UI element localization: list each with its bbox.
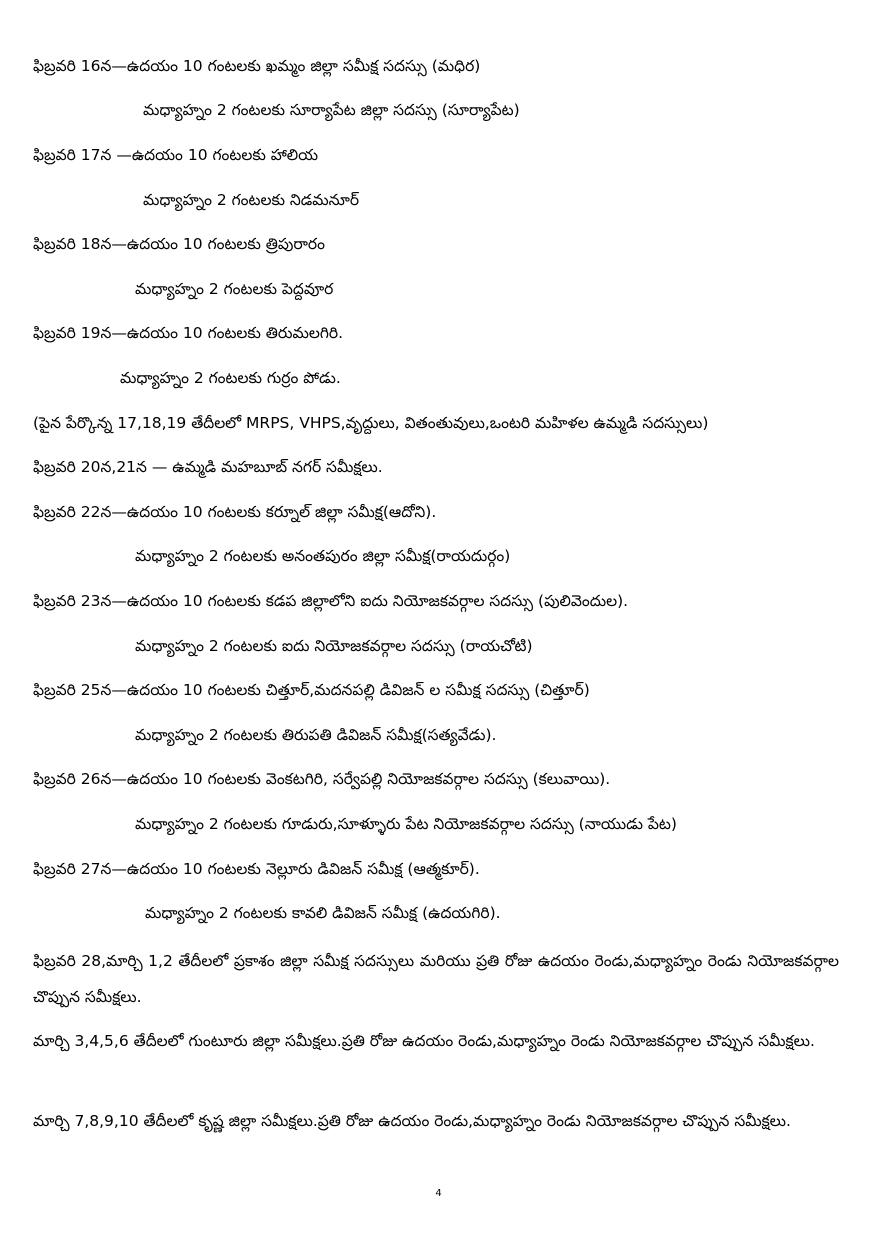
- schedule-line-feb27-morning: ఫిబ్రవరి 27న—ఉదయం 10 గంటలకు నెల్లూరు డివిజన్ సమీక్ష (ఆత్మకూర్).: [33, 860, 480, 878]
- paragraph-krishna: మార్చి 7,8,9,10 తేదీలలో కృష్ణ జిల్లా సమీక్షలు.ప్రతి రోజు ఉదయం రెండు,మధ్యాహ్నం రెండు నియోజకవర్గాల చొప్పున సమీక్షలు.: [33, 1112, 791, 1130]
- schedule-line-feb19-afternoon: మధ్యాహ్నం 2 గంటలకు గుర్రం పోడు.: [120, 369, 341, 387]
- schedule-line-feb25-morning: ఫిబ్రవరి 25న—ఉదయం 10 గంటలకు చిత్తూర్,మదనపల్లి డివిజన్ ల సమీక్ష సదస్సు (చిత్తూర్): [33, 681, 590, 699]
- schedule-line-feb27-afternoon: మధ్యాహ్నం 2 గంటలకు కావలి డివిజన్ సమీక్ష (ఉదయగిరి).: [145, 904, 501, 922]
- schedule-line-feb16-afternoon: మధ్యాహ్నం 2 గంటలకు సూర్యాపేట జిల్లా సదస్సు (సూర్యాపేట): [143, 101, 520, 119]
- schedule-line-feb25-afternoon: మధ్యాహ్నం 2 గంటలకు తిరుపతి డివిజన్ సమీక్ష(సత్యవేడు).: [135, 726, 497, 744]
- schedule-line-feb23-morning: ఫిబ్రవరి 23న—ఉదయం 10 గంటలకు కడప జిల్లాలోని ఐదు నియోజకవర్గాల సదస్సు (పులివెందుల).: [33, 592, 629, 610]
- schedule-line-feb18-afternoon: మధ్యాహ్నం 2 గంటలకు పెద్దవూర: [135, 280, 334, 298]
- schedule-line-feb17-morning: ఫిబ్రవరి 17న —ఉదయం 10 గంటలకు హాలియ: [33, 146, 319, 164]
- schedule-line-feb23-afternoon: మధ్యాహ్నం 2 గంటలకు ఐదు నియోజకవర్గాల సదస్సు (రాయచోటి): [135, 637, 533, 655]
- paragraph-guntur: మార్చి 3,4,5,6 తేదీలలో గుంటూరు జిల్లా సమీక్షలు.ప్రతి రోజు ఉదయం రెండు,మధ్యాహ్నం రెండు నియోజకవర్గాల చొప్పున సమీక్షలు.: [33, 1032, 815, 1050]
- schedule-line-feb16-morning: ఫిబ్రవరి 16న—ఉదయం 10 గంటలకు ఖమ్మం జిల్లా సమీక్ష సదస్సు (మధిర): [33, 57, 481, 75]
- schedule-line-feb22-morning: ఫిబ్రవరి 22న—ఉదయం 10 గంటలకు కర్నూల్ జిల్లా సమీక్ష(ఆదోని).: [33, 503, 437, 521]
- schedule-line-feb17-afternoon: మధ్యాహ్నం 2 గంటలకు నిడమనూర్: [143, 191, 360, 209]
- paragraph-prakasam: ఫిబ్రవరి 28,మార్చి 1,2 తేదీలలో ప్రకాశం జిల్లా సమీక్ష సదస్సులు మరియు ప్రతి రోజు ఉదయం రెండు,మధ్యాహ్నం రెండు నియోజకవర్గాల చొప్పున సమీక్షలు.: [33, 952, 839, 1006]
- schedule-line-feb18-morning: ఫిబ్రవరి 18న—ఉదయం 10 గంటలకు త్రిపురారం: [33, 235, 325, 253]
- schedule-line-feb22-afternoon: మధ్యాహ్నం 2 గంటలకు అనంతపురం జిల్లా సమీక్ష(రాయదుర్గం): [135, 547, 511, 565]
- schedule-line-feb26-morning: ఫిబ్రవరి 26న—ఉదయం 10 గంటలకు వెంకటగిరి, సర్వేపల్లి నియోజకవర్గాల సదస్సు (కలువాయి).: [33, 770, 611, 788]
- page-number: 4: [435, 1188, 442, 1199]
- schedule-line-feb19-morning: ఫిబ్రవరి 19న—ఉదయం 10 గంటలకు తిరుమలగిరి.: [33, 324, 344, 342]
- schedule-line-feb20-21: ఫిబ్రవరి 20న,21న — ఉమ్మడి మహబూబ్ నగర్ సమీక్షలు.: [33, 458, 383, 476]
- schedule-note-line: (పైన పేర్కొన్న 17,18,19 తేదీలలో MRPS, VHPS,వృద్దులు, వితంతువులు,ఒంటరి మహిళల ఉమ్మడి సదస్సులు): [33, 414, 709, 432]
- schedule-line-feb26-afternoon: మధ్యాహ్నం 2 గంటలకు గూడురు,సూళ్ళూరు పేట నియోజకవర్గాల సదస్సు (నాయుడు పేట): [135, 815, 677, 833]
